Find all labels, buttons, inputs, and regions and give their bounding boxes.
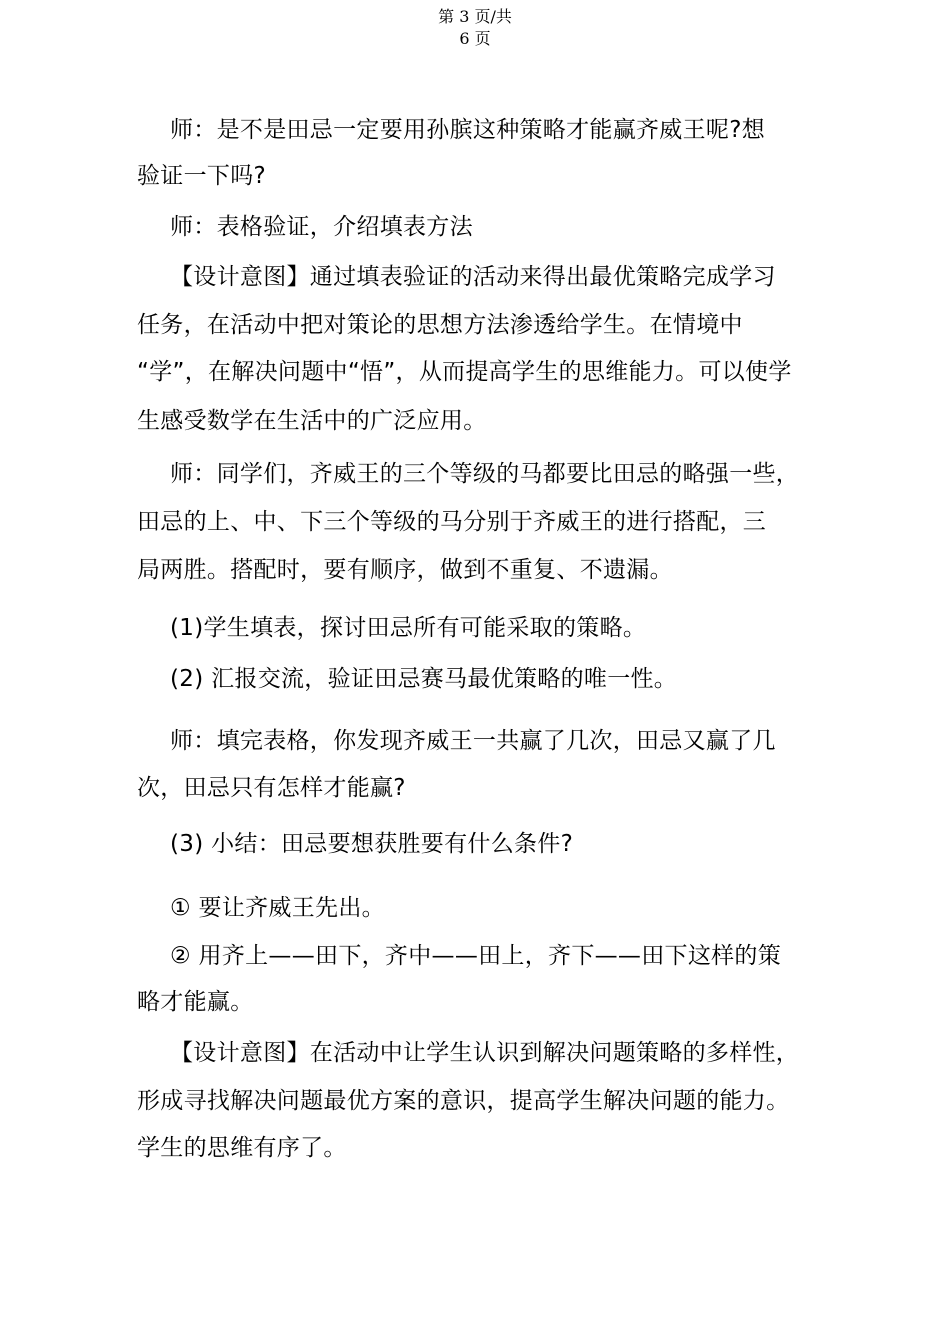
paragraph-line: 学生的思维有序了。 bbox=[137, 1135, 347, 1161]
paragraph-line: 略才能赢。 bbox=[137, 989, 254, 1015]
paragraph-line: 师：表格验证，介绍填表方法 bbox=[170, 214, 473, 240]
paragraph-line: 师：是不是田忌一定要用孙膑这种策略才能赢齐威王呢?想 bbox=[170, 117, 766, 143]
paragraph-line: ① 要让齐威王先出。 bbox=[170, 895, 385, 921]
paragraph-line: ② 用齐上——田下，齐中——田上，齐下——田下这样的策 bbox=[170, 943, 782, 969]
paragraph-line: 次，田忌只有怎样才能赢? bbox=[137, 775, 406, 801]
paragraph-line: 师：同学们，齐威王的三个等级的马都要比田忌的略强一些， bbox=[170, 461, 800, 487]
paragraph-line: “学”，在解决问题中“悟”，从而提高学生的思维能力。可以使学 bbox=[137, 359, 792, 385]
paragraph-line: (3) 小结：田忌要想获胜要有什么条件? bbox=[170, 831, 574, 857]
paragraph-line: 田忌的上、中、下三个等级的马分别于齐威王的进行搭配，三 bbox=[137, 509, 767, 535]
paragraph-line: 任务，在活动中把对策论的思想方法渗透给学生。在情境中 bbox=[137, 312, 743, 338]
paragraph-line: 生感受数学在生活中的广泛应用。 bbox=[137, 408, 487, 434]
paragraph-line: (1)学生填表，探讨田忌所有可能采取的策略。 bbox=[170, 615, 647, 641]
paragraph-line: 【设计意图】通过填表验证的活动来得出最优策略完成学习 bbox=[170, 264, 776, 290]
paragraph-line: 【设计意图】在活动中让学生认识到解决问题策略的多样性， bbox=[170, 1040, 800, 1066]
page-number-header bbox=[0, 6, 950, 50]
paragraph-line: 形成寻找解决问题最优方案的意识，提高学生解决问题的能力。 bbox=[137, 1088, 790, 1114]
paragraph-line: 验证一下吗? bbox=[137, 163, 267, 189]
page-number-line-2: 6 页 bbox=[459, 29, 491, 48]
paragraph-line: (2) 汇报交流，验证田忌赛马最优策略的唯一性。 bbox=[170, 666, 678, 692]
paragraph-line: 局两胜。搭配时，要有顺序，做到不重复、不遗漏。 bbox=[137, 557, 673, 583]
page-number-line-1: 第 3 页/共 bbox=[438, 7, 512, 26]
paragraph-line: 师：填完表格，你发现齐威王一共赢了几次，田忌又赢了几 bbox=[170, 728, 776, 754]
